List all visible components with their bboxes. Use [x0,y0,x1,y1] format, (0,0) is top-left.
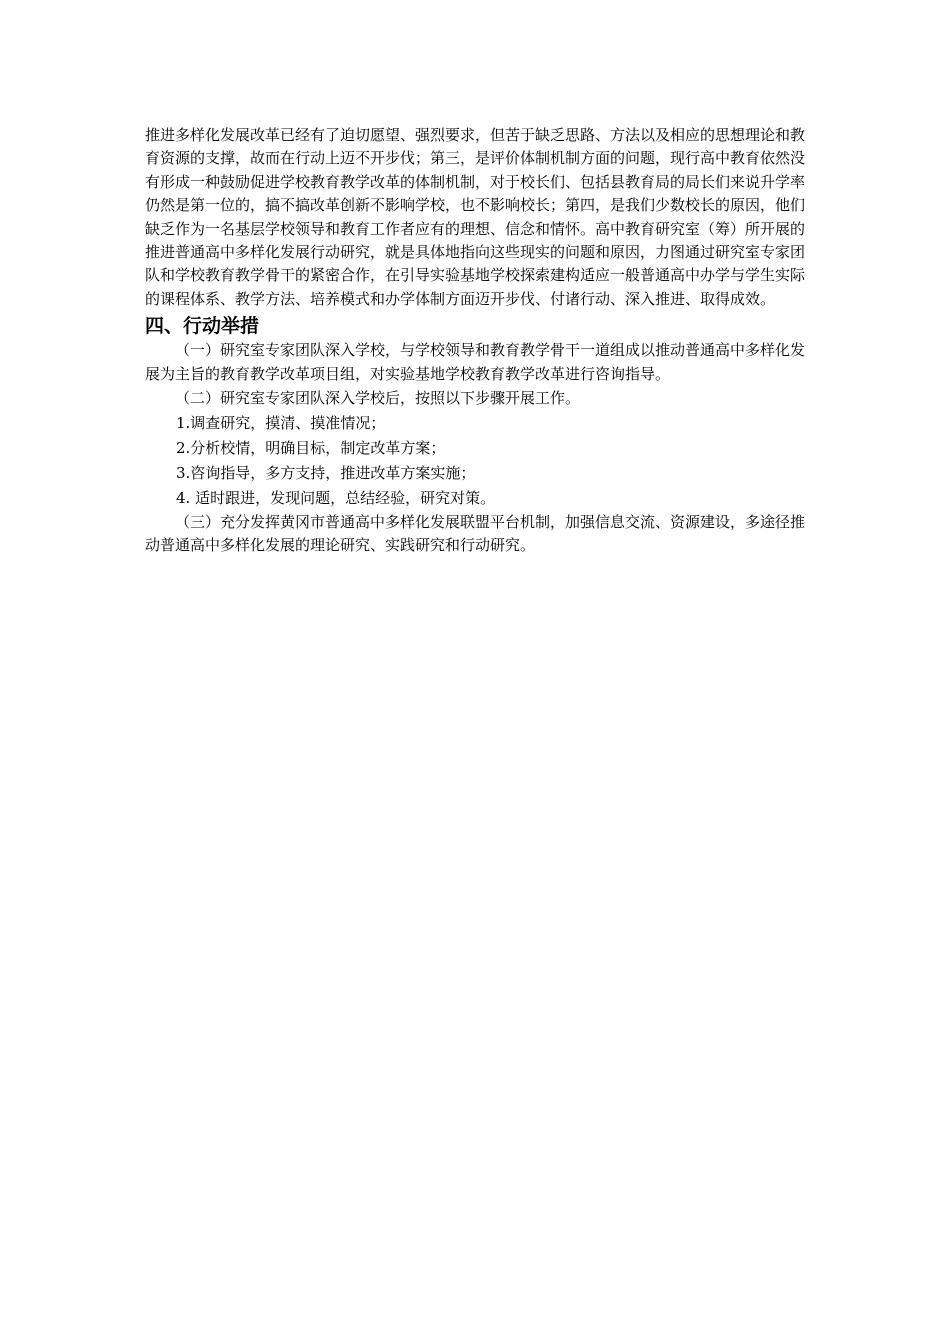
measure-item-one: （一）研究室专家团队深入学校，与学校领导和教育教学骨干一道组成以推动普通高中多样化发展为主旨的教育教学改革项目组，对实验基地学校教育教学改革进行咨询指导。 [145,341,806,383]
steps-list [145,411,805,511]
step-item: 1.调查研究，摸清、摸准情况； [176,414,386,433]
step-item: 4. 适时跟进，发现问题，总结经验，研究对策。 [176,489,496,508]
step-item: 3.咨询指导，多方支持，推进改革方案实施； [176,464,476,483]
step-item: 2.分析校情，明确目标，制定改革方案； [176,439,446,458]
intro-paragraph: 推进多样化发展改革已经有了迫切愿望、强烈要求，但苦于缺乏思路、方法以及相应的思想理论和教育资源的支撑，故而在行动上迈不开步伐；第三，是评价体制机制方面的问题，现行高中教育依然没有形成一种鼓励促进学校教育教学改革的体制机制，对于校长们、包括县教育局的局长们来说升学率仍然是第一位的，搞不搞改革创新不影响学校，也不影响校长；第四，是我们少数校长的原因，他们缺乏作为一名基层学校领导和教育工作者应有的理想、信念和情怀。高中教育研究室（筹）所开展的推进普通高中多样化发展行动研究，就是具体地指向这些现实的问题和原因，力图通过研究室专家团队和学校教育教学骨干的紧密合作，在引导实验基地学校探索建构适应一般普通高中办学与学生实际的课程体系、教学方法、培养模式和办学体制方面迈开步伐、付诸行动、深入推进、取得成效。 [145,126,806,308]
document-page [145,124,805,558]
measure-item-three: （三）充分发挥黄冈市普通高中多样化发展联盟平台机制，加强信息交流、资源建设，多途径推动普通高中多样化发展的理论研究、实践研究和行动研究。 [145,513,806,555]
measure-item-two: （二）研究室专家团队深入学校后，按照以下步骤开展工作。 [175,389,581,408]
section-heading: 四、行动举措 [145,315,260,338]
